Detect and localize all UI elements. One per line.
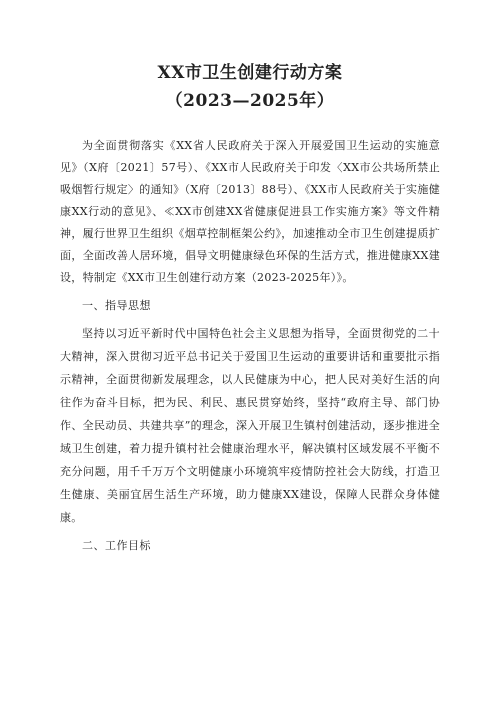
- intro-paragraph: 为全面贯彻落实《XX省人民政府关于深入开展爱国卫生运动的实施意见》（X府〔2021〕57号）、《XX市人民政府关于印发〈XX市公共场所禁止吸烟暂行规定〉的通知》（X府〔2013〕88号）、《XX市人民政府关于实施健康XX行动的意见》、≪XX市创建XX省健康促进县工作实施方案》等文件精神，履行世界卫生组织《烟草控制框架公约》，加速推动全市卫生创建提质扩面，全面改善人居环境，倡导文明健康绿色环保的生活方式，推进健康XX建设，特制定《XX市卫生创建行动方案（2023-2025年）》。: [60, 139, 440, 284]
- guiding-ideology-paragraph: 坚持以习近平新时代中国特色社会主义思想为指导，全面贯彻党的二十大精神，深入贯彻习近平总书记关于爱国卫生运动的重要讲话和重要批示指示精神，全面贯彻新发展理念，以人民健康为中心，把人民对美好生活的向往作为奋斗目标，把为民、利民、惠民贯穿始终，坚持“政府主导、部门协作、全民动员、共建共享”的理念，深入开展卫生镇村创建活动，逐步推进全域卫生创建，着力提升镇村社会健康治理水平，解决镇村区域发展不平衡不充分问题，用千千万万个文明健康小环境筑牢疫情防控社会大防线，打造卫生健康、美丽宜居生活生产环境，助力健康XX建设，保障人民群众身体健康。: [60, 327, 440, 524]
- section-heading-guiding-ideology: 一、指导思想: [82, 299, 151, 312]
- section-heading-work-goals: 二、工作目标: [82, 539, 151, 552]
- document-subtitle: （2023—2025年）: [165, 91, 335, 111]
- document-title: XX市卫生创建行动方案: [157, 63, 343, 83]
